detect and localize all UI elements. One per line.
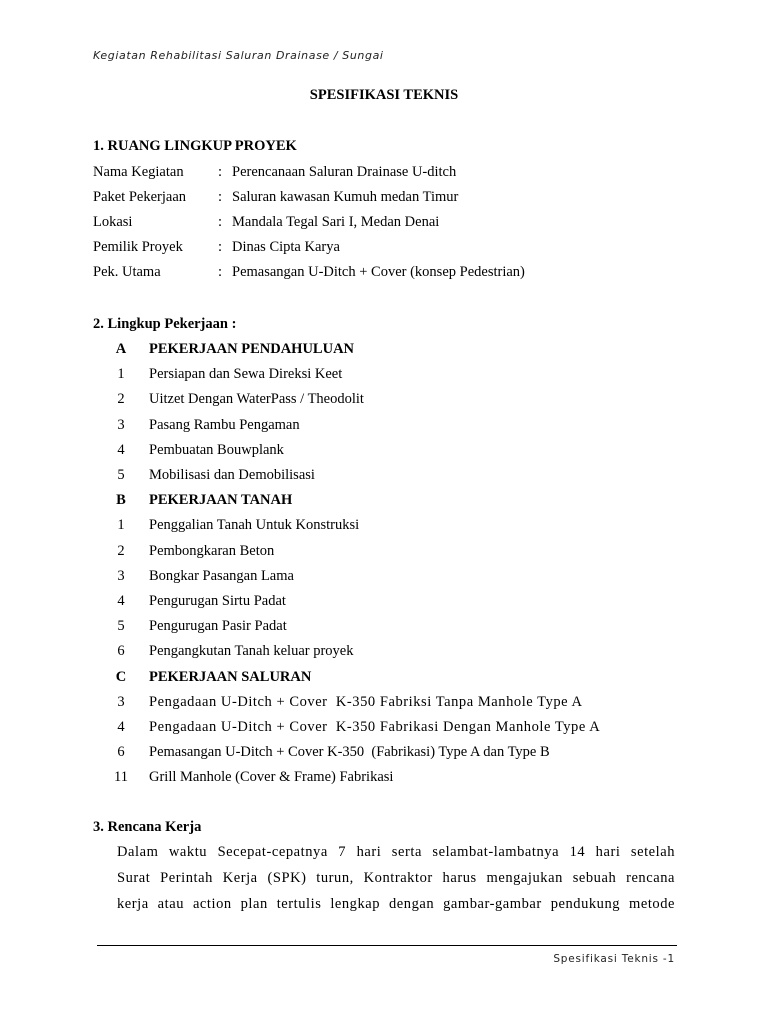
item-text: Mobilisasi dan Demobilisasi <box>149 467 315 483</box>
section-1-heading: 1. RUANG LINGKUP PROYEK <box>93 138 297 154</box>
item-number: C <box>115 668 127 685</box>
field-separator: : <box>218 189 223 205</box>
item-text: Bongkar Pasangan Lama <box>149 567 294 584</box>
item-text: Pengadaan U-Ditch + Cover K-350 Fabrikasi Dengan Manhole Type A <box>149 719 601 735</box>
work-item <box>93 769 393 786</box>
item-number: 4 <box>117 441 125 458</box>
work-item <box>93 694 583 711</box>
paragraph-line: Surat Perintah Kerja (SPK) turun, Kontraktor harus mengajukan sebuah rencana <box>117 870 675 886</box>
field-separator: : <box>218 214 223 230</box>
work-item <box>93 391 364 408</box>
work-group-heading <box>93 669 311 686</box>
item-number: 5 <box>117 618 125 635</box>
item-number: 3 <box>117 693 125 710</box>
paragraph-line: kerja atau action plan tertulis lengkap dengan gambar-gambar pendukung metode <box>117 896 675 912</box>
field-value: Mandala Tegal Sari I, Medan Denai <box>232 214 440 230</box>
item-text: Pengadaan U-Ditch + Cover K-350 Fabriksi Tanpa Manhole Type A <box>149 693 583 710</box>
section-3-heading: 3. Rencana Kerja <box>93 819 202 835</box>
project-field-row <box>93 189 458 206</box>
item-number: 4 <box>117 719 125 735</box>
work-item <box>93 618 287 635</box>
item-text: Grill Manhole (Cover & Frame) Fabrikasi <box>149 769 394 786</box>
item-number: A <box>115 341 127 357</box>
field-label: Paket Pekerjaan <box>93 189 187 205</box>
item-number: 11 <box>114 769 128 786</box>
project-field-row <box>93 239 340 256</box>
work-group-heading <box>93 341 354 358</box>
work-item <box>93 568 294 585</box>
item-text: Pemasangan U-Ditch + Cover K-350 (Fabrikasi) Type A dan Type B <box>149 744 550 761</box>
item-text: Pengangkutan Tanah keluar proyek <box>149 643 354 660</box>
item-text: Pembongkaran Beton <box>149 542 275 559</box>
item-text: PEKERJAAN PENDAHULUAN <box>149 341 355 357</box>
item-text: Uitzet Dengan WaterPass / Theodolit <box>149 391 364 408</box>
item-text: Pembuatan Bouwplank <box>149 441 284 458</box>
item-number: 5 <box>117 467 125 483</box>
work-item <box>93 719 600 736</box>
item-number: 1 <box>117 366 125 383</box>
section-2-heading: 2. Lingkup Pekerjaan : <box>93 316 237 332</box>
document-title: SPESIFIKASI TEKNIS <box>309 87 459 103</box>
item-number: 4 <box>117 593 125 609</box>
field-separator: : <box>218 264 223 280</box>
footer-rule <box>97 945 677 946</box>
item-text: PEKERJAAN TANAH <box>149 492 293 509</box>
work-item <box>93 366 342 383</box>
item-text: PEKERJAAN SALURAN <box>149 668 312 685</box>
item-text: Persiapan dan Sewa Direksi Keet <box>149 366 343 383</box>
project-field-row <box>93 264 525 281</box>
item-number: 2 <box>117 542 125 559</box>
item-number: 2 <box>117 391 125 408</box>
project-field-row <box>93 214 439 231</box>
item-number: 3 <box>117 416 125 433</box>
project-field-row <box>93 164 456 181</box>
field-label: Lokasi <box>93 214 133 230</box>
item-number: 6 <box>117 744 125 761</box>
work-item <box>93 467 315 484</box>
field-separator: : <box>218 164 223 180</box>
field-value: Perencanaan Saluran Drainase U-ditch <box>232 164 457 180</box>
work-group-heading <box>93 492 292 509</box>
work-item <box>93 643 353 660</box>
work-item <box>93 543 274 560</box>
field-separator: : <box>218 239 223 255</box>
work-item <box>93 517 359 534</box>
item-text: Pengurugan Pasir Padat <box>149 618 287 635</box>
field-value: Pemasangan U-Ditch + Cover (konsep Pedestrian) <box>232 264 525 280</box>
page-footer: Spesifikasi Teknis -1 <box>553 953 675 965</box>
item-number: 6 <box>117 643 125 660</box>
field-label: Pek. Utama <box>93 264 161 280</box>
work-item <box>93 744 550 761</box>
item-number: 3 <box>117 567 125 584</box>
field-value: Saluran kawasan Kumuh medan Timur <box>232 189 459 205</box>
work-item <box>93 593 286 610</box>
field-value: Dinas Cipta Karya <box>232 239 340 255</box>
item-number: 1 <box>117 517 125 534</box>
work-item <box>93 442 284 459</box>
field-label: Pemilik Proyek <box>93 239 183 255</box>
work-item <box>93 417 300 434</box>
field-label: Nama Kegiatan <box>93 164 184 180</box>
item-text: Pasang Rambu Pengaman <box>149 416 300 433</box>
item-text: Penggalian Tanah Untuk Konstruksi <box>149 517 360 534</box>
item-number: B <box>116 492 126 509</box>
item-text: Pengurugan Sirtu Padat <box>149 593 286 609</box>
running-header: Kegiatan Rehabilitasi Saluran Drainase / Sungai <box>93 49 384 62</box>
paragraph-line: Dalam waktu Secepat-cepatnya 7 hari serta selambat-lambatnya 14 hari setelah <box>117 844 675 860</box>
